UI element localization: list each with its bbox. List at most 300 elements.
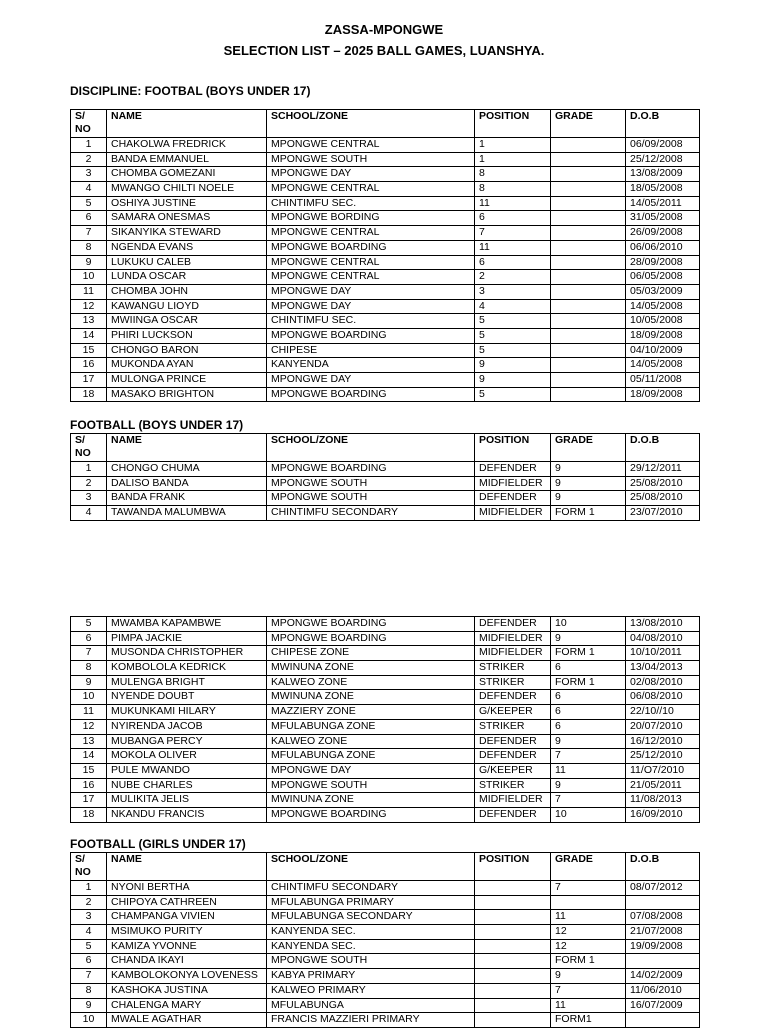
cell-name: MUBANGA PERCY xyxy=(107,734,267,749)
cell-dob: 25/08/2010 xyxy=(626,491,700,506)
table-row xyxy=(71,506,700,521)
cell-school: MWINUNA ZONE xyxy=(267,690,475,705)
cell-grade xyxy=(551,373,626,388)
cell-name: PHIRI LUCKSON xyxy=(107,328,267,343)
cell-school: MPONGWE BOARDING xyxy=(267,240,475,255)
cell-dob: 05/03/2009 xyxy=(626,284,700,299)
header-name: NAME xyxy=(107,853,267,881)
header-position: POSITION xyxy=(475,434,551,462)
cell-sno: 10 xyxy=(71,1013,107,1028)
cell-position: 3 xyxy=(475,284,551,299)
cell-name: NKANDU FRANCIS xyxy=(107,807,267,822)
cell-grade xyxy=(551,299,626,314)
cell-school: MPONGWE SOUTH xyxy=(267,152,475,167)
cell-school: KANYENDA SEC. xyxy=(267,939,475,954)
cell-school: MPONGWE BOARDING xyxy=(267,631,475,646)
cell-position: 5 xyxy=(475,343,551,358)
cell-grade: 11 xyxy=(551,910,626,925)
cell-sno: 4 xyxy=(71,506,107,521)
selection-table-girls xyxy=(70,852,700,1028)
header-school: SCHOOL/ZONE xyxy=(267,434,475,462)
cell-grade xyxy=(551,182,626,197)
header-name: NAME xyxy=(107,110,267,138)
cell-dob: 18/09/2008 xyxy=(626,328,700,343)
cell-name: BANDA EMMANUEL xyxy=(107,152,267,167)
cell-position: MIDFIELDER xyxy=(475,793,551,808)
cell-dob: 11/O7/2010 xyxy=(626,763,700,778)
cell-dob xyxy=(626,895,700,910)
cell-position: 11 xyxy=(475,196,551,211)
table-row xyxy=(71,705,700,720)
table-row xyxy=(71,182,700,197)
cell-dob: 06/05/2008 xyxy=(626,270,700,285)
cell-school: MPONGWE BOARDING xyxy=(267,807,475,822)
cell-sno: 17 xyxy=(71,373,107,388)
cell-sno: 3 xyxy=(71,910,107,925)
cell-name: MASAKO BRIGHTON xyxy=(107,387,267,402)
cell-position: 11 xyxy=(475,240,551,255)
cell-name: LUKUKU CALEB xyxy=(107,255,267,270)
table-row xyxy=(71,690,700,705)
table-row xyxy=(71,807,700,822)
cell-sno: 1 xyxy=(71,881,107,896)
document-subtitle: SELECTION LIST – 2025 BALL GAMES, LUANSHYA. xyxy=(223,43,545,58)
cell-dob: 05/11/2008 xyxy=(626,373,700,388)
cell-position xyxy=(475,954,551,969)
cell-position xyxy=(475,881,551,896)
cell-dob: 13/08/2010 xyxy=(626,617,700,632)
cell-position: DEFENDER xyxy=(475,749,551,764)
cell-grade: 10 xyxy=(551,807,626,822)
table-row xyxy=(71,617,700,632)
table-row xyxy=(71,373,700,388)
cell-position: 4 xyxy=(475,299,551,314)
cell-grade: 7 xyxy=(551,983,626,998)
section-heading-girls: FOOTBALL (GIRLS UNDER 17) xyxy=(70,837,246,851)
cell-sno: 1 xyxy=(71,138,107,153)
cell-position: 6 xyxy=(475,255,551,270)
table-row xyxy=(71,196,700,211)
cell-position xyxy=(475,998,551,1013)
cell-grade: 6 xyxy=(551,719,626,734)
table-row xyxy=(71,719,700,734)
cell-sno: 13 xyxy=(71,314,107,329)
cell-dob: 13/08/2009 xyxy=(626,167,700,182)
cell-school: MFULABUNGA ZONE xyxy=(267,749,475,764)
cell-grade: 12 xyxy=(551,925,626,940)
cell-name: MWAMBA KAPAMBWE xyxy=(107,617,267,632)
cell-name: KAMIZA YVONNE xyxy=(107,939,267,954)
cell-position: STRIKER xyxy=(475,675,551,690)
cell-sno: 3 xyxy=(71,491,107,506)
cell-position xyxy=(475,895,551,910)
cell-school: MFULABUNGA SECONDARY xyxy=(267,910,475,925)
cell-name: NYONI BERTHA xyxy=(107,881,267,896)
cell-name: SIKANYIKA STEWARD xyxy=(107,226,267,241)
cell-dob: 14/05/2008 xyxy=(626,299,700,314)
cell-sno: 7 xyxy=(71,226,107,241)
cell-school: KALWEO ZONE xyxy=(267,675,475,690)
table-row xyxy=(71,969,700,984)
cell-school: MPONGWE SOUTH xyxy=(267,476,475,491)
cell-grade: FORM1 xyxy=(551,1013,626,1028)
cell-dob: 06/09/2008 xyxy=(626,138,700,153)
cell-sno: 7 xyxy=(71,969,107,984)
cell-position: G/KEEPER xyxy=(475,763,551,778)
table-row xyxy=(71,910,700,925)
cell-grade xyxy=(551,895,626,910)
cell-name: NGENDA EVANS xyxy=(107,240,267,255)
cell-position xyxy=(475,910,551,925)
cell-position: 8 xyxy=(475,167,551,182)
cell-sno: 3 xyxy=(71,167,107,182)
cell-name: CHALENGA MARY xyxy=(107,998,267,1013)
cell-school: MPONGWE CENTRAL xyxy=(267,226,475,241)
cell-name: LUNDA OSCAR xyxy=(107,270,267,285)
cell-school: MFULABUNGA xyxy=(267,998,475,1013)
cell-position: G/KEEPER xyxy=(475,705,551,720)
cell-dob: 08/07/2012 xyxy=(626,881,700,896)
cell-name: NUBE CHARLES xyxy=(107,778,267,793)
cell-dob: 19/09/2008 xyxy=(626,939,700,954)
header-dob: D.O.B xyxy=(626,110,700,138)
cell-grade xyxy=(551,358,626,373)
table-row xyxy=(71,939,700,954)
cell-grade: 9 xyxy=(551,631,626,646)
cell-sno: 15 xyxy=(71,763,107,778)
cell-sno: 10 xyxy=(71,270,107,285)
cell-dob xyxy=(626,1013,700,1028)
cell-dob: 11/08/2013 xyxy=(626,793,700,808)
cell-dob xyxy=(626,954,700,969)
cell-grade: 9 xyxy=(551,778,626,793)
cell-grade xyxy=(551,138,626,153)
cell-sno: 5 xyxy=(71,939,107,954)
table-row xyxy=(71,270,700,285)
cell-name: MUKONDA AYAN xyxy=(107,358,267,373)
cell-school: KALWEO PRIMARY xyxy=(267,983,475,998)
table-row xyxy=(71,895,700,910)
cell-dob: 11/06/2010 xyxy=(626,983,700,998)
cell-sno: 11 xyxy=(71,705,107,720)
cell-name: MWANGO CHILTI NOELE xyxy=(107,182,267,197)
cell-position: 5 xyxy=(475,328,551,343)
cell-position: MIDFIELDER xyxy=(475,631,551,646)
table-row xyxy=(71,954,700,969)
cell-position xyxy=(475,969,551,984)
cell-position: 9 xyxy=(475,373,551,388)
cell-dob: 20/07/2010 xyxy=(626,719,700,734)
cell-sno: 10 xyxy=(71,690,107,705)
cell-grade xyxy=(551,226,626,241)
cell-position: DEFENDER xyxy=(475,617,551,632)
table-row xyxy=(71,358,700,373)
table-row xyxy=(71,255,700,270)
cell-sno: 14 xyxy=(71,749,107,764)
cell-sno: 2 xyxy=(71,895,107,910)
cell-position: 1 xyxy=(475,138,551,153)
table-row xyxy=(71,211,700,226)
table-row xyxy=(71,998,700,1013)
table-row xyxy=(71,925,700,940)
table-row xyxy=(71,881,700,896)
header-name: NAME xyxy=(107,434,267,462)
header-sno: S/ NO xyxy=(71,434,107,462)
cell-name: MWALE AGATHAR xyxy=(107,1013,267,1028)
cell-name: MULENGA BRIGHT xyxy=(107,675,267,690)
selection-table-boys-2 xyxy=(70,433,700,521)
header-grade: GRADE xyxy=(551,434,626,462)
cell-sno: 2 xyxy=(71,476,107,491)
table-row xyxy=(71,749,700,764)
cell-school: MPONGWE BOARDING xyxy=(267,328,475,343)
cell-dob: 31/05/2008 xyxy=(626,211,700,226)
cell-dob: 22/10//10 xyxy=(626,705,700,720)
cell-position: DEFENDER xyxy=(475,462,551,477)
cell-name: KAMBOLOKONYA LOVENESS xyxy=(107,969,267,984)
cell-sno: 4 xyxy=(71,182,107,197)
cell-sno: 8 xyxy=(71,240,107,255)
table-row xyxy=(71,152,700,167)
cell-grade xyxy=(551,343,626,358)
cell-school: KANYENDA SEC. xyxy=(267,925,475,940)
table-row xyxy=(71,328,700,343)
table-row xyxy=(71,387,700,402)
header-grade: GRADE xyxy=(551,853,626,881)
cell-grade: 7 xyxy=(551,749,626,764)
cell-sno: 5 xyxy=(71,617,107,632)
cell-school: MPONGWE CENTRAL xyxy=(267,255,475,270)
table-row xyxy=(71,314,700,329)
cell-sno: 6 xyxy=(71,631,107,646)
header-sno: S/ NO xyxy=(71,110,107,138)
cell-name: NYENDE DOUBT xyxy=(107,690,267,705)
cell-dob: 18/05/2008 xyxy=(626,182,700,197)
cell-grade: 9 xyxy=(551,491,626,506)
document-title: ZASSA-MPONGWE xyxy=(324,22,444,37)
cell-name: DALISO BANDA xyxy=(107,476,267,491)
cell-name: OSHIYA JUSTINE xyxy=(107,196,267,211)
table-row xyxy=(71,631,700,646)
cell-dob: 14/05/2008 xyxy=(626,358,700,373)
cell-name: CHONGO CHUMA xyxy=(107,462,267,477)
cell-school: MPONGWE SOUTH xyxy=(267,778,475,793)
cell-school: MFULABUNGA ZONE xyxy=(267,719,475,734)
cell-position: STRIKER xyxy=(475,661,551,676)
cell-grade xyxy=(551,314,626,329)
cell-grade xyxy=(551,167,626,182)
cell-sno: 2 xyxy=(71,152,107,167)
table-row xyxy=(71,299,700,314)
table-header-row xyxy=(71,110,700,138)
cell-dob: 02/08/2010 xyxy=(626,675,700,690)
cell-grade: 7 xyxy=(551,881,626,896)
header-grade: GRADE xyxy=(551,110,626,138)
header-position: POSITION xyxy=(475,110,551,138)
section-heading-boys: FOOTBALL (BOYS UNDER 17) xyxy=(70,418,244,432)
header-school: SCHOOL/ZONE xyxy=(267,110,475,138)
cell-school: MFULABUNGA PRIMARY xyxy=(267,895,475,910)
cell-school: MPONGWE BOARDING xyxy=(267,462,475,477)
cell-dob: 18/09/2008 xyxy=(626,387,700,402)
cell-grade xyxy=(551,211,626,226)
cell-sno: 8 xyxy=(71,661,107,676)
cell-dob: 16/09/2010 xyxy=(626,807,700,822)
cell-dob: 04/10/2009 xyxy=(626,343,700,358)
cell-sno: 12 xyxy=(71,299,107,314)
cell-grade: 7 xyxy=(551,793,626,808)
cell-school: MAZZIERY ZONE xyxy=(267,705,475,720)
cell-grade: FORM 1 xyxy=(551,506,626,521)
cell-school: KALWEO ZONE xyxy=(267,734,475,749)
cell-dob: 10/05/2008 xyxy=(626,314,700,329)
cell-grade: 11 xyxy=(551,998,626,1013)
cell-name: CHAKOLWA FREDRICK xyxy=(107,138,267,153)
cell-position: STRIKER xyxy=(475,778,551,793)
cell-grade: 6 xyxy=(551,705,626,720)
cell-dob: 07/08/2008 xyxy=(626,910,700,925)
cell-dob: 14/02/2009 xyxy=(626,969,700,984)
table-row xyxy=(71,167,700,182)
cell-sno: 9 xyxy=(71,675,107,690)
cell-sno: 14 xyxy=(71,328,107,343)
header-school: SCHOOL/ZONE xyxy=(267,853,475,881)
cell-position: DEFENDER xyxy=(475,690,551,705)
cell-name: NYIRENDA JACOB xyxy=(107,719,267,734)
header-dob: D.O.B xyxy=(626,434,700,462)
table-row xyxy=(71,240,700,255)
cell-name: KAWANGU LIOYD xyxy=(107,299,267,314)
table-row xyxy=(71,284,700,299)
cell-dob: 14/05/2011 xyxy=(626,196,700,211)
cell-name: CHIPOYA CATHREEN xyxy=(107,895,267,910)
cell-grade xyxy=(551,152,626,167)
cell-sno: 8 xyxy=(71,983,107,998)
table-row xyxy=(71,226,700,241)
cell-name: MULIKITA JELIS xyxy=(107,793,267,808)
cell-position: 1 xyxy=(475,152,551,167)
cell-sno: 9 xyxy=(71,255,107,270)
cell-school: MPONGWE CENTRAL xyxy=(267,182,475,197)
cell-name: CHOMBA GOMEZANI xyxy=(107,167,267,182)
cell-sno: 16 xyxy=(71,358,107,373)
cell-position: 6 xyxy=(475,211,551,226)
cell-dob: 25/12/2008 xyxy=(626,152,700,167)
cell-school: CHINTIMFU SEC. xyxy=(267,196,475,211)
cell-grade: FORM 1 xyxy=(551,954,626,969)
cell-name: CHONGO BARON xyxy=(107,343,267,358)
table-header-row xyxy=(71,853,700,881)
cell-grade: 6 xyxy=(551,661,626,676)
cell-school: MPONGWE BOARDING xyxy=(267,387,475,402)
cell-dob: 04/08/2010 xyxy=(626,631,700,646)
cell-name: MUSONDA CHRISTOPHER xyxy=(107,646,267,661)
cell-grade xyxy=(551,196,626,211)
cell-grade: FORM 1 xyxy=(551,675,626,690)
cell-sno: 13 xyxy=(71,734,107,749)
cell-school: MPONGWE SOUTH xyxy=(267,491,475,506)
cell-school: MPONGWE DAY xyxy=(267,373,475,388)
cell-position: DEFENDER xyxy=(475,734,551,749)
table-row xyxy=(71,793,700,808)
cell-grade: 12 xyxy=(551,939,626,954)
cell-school: KANYENDA xyxy=(267,358,475,373)
cell-school: MPONGWE DAY xyxy=(267,167,475,182)
table-row xyxy=(71,476,700,491)
cell-name: MWIINGA OSCAR xyxy=(107,314,267,329)
table-row xyxy=(71,763,700,778)
cell-grade: 9 xyxy=(551,969,626,984)
cell-grade: 9 xyxy=(551,734,626,749)
cell-sno: 9 xyxy=(71,998,107,1013)
header-position: POSITION xyxy=(475,853,551,881)
table-row xyxy=(71,778,700,793)
cell-grade xyxy=(551,387,626,402)
cell-school: CHINTIMFU SECONDARY xyxy=(267,881,475,896)
cell-school: MPONGWE CENTRAL xyxy=(267,270,475,285)
cell-school: CHINTIMFU SECONDARY xyxy=(267,506,475,521)
cell-school: MPONGWE DAY xyxy=(267,299,475,314)
cell-school: MPONGWE BORDING xyxy=(267,211,475,226)
cell-grade xyxy=(551,240,626,255)
cell-position: STRIKER xyxy=(475,719,551,734)
cell-sno: 12 xyxy=(71,719,107,734)
cell-dob: 13/04/2013 xyxy=(626,661,700,676)
cell-school: MWINUNA ZONE xyxy=(267,661,475,676)
cell-position: 2 xyxy=(475,270,551,285)
cell-sno: 18 xyxy=(71,807,107,822)
cell-position xyxy=(475,939,551,954)
cell-school: CHIPESE ZONE xyxy=(267,646,475,661)
cell-dob: 21/05/2011 xyxy=(626,778,700,793)
cell-school: FRANCIS MAZZIERI PRIMARY xyxy=(267,1013,475,1028)
cell-dob: 06/08/2010 xyxy=(626,690,700,705)
cell-sno: 15 xyxy=(71,343,107,358)
cell-sno: 1 xyxy=(71,462,107,477)
cell-school: MPONGWE BOARDING xyxy=(267,617,475,632)
cell-dob: 21/07/2008 xyxy=(626,925,700,940)
cell-dob: 16/07/2009 xyxy=(626,998,700,1013)
cell-school: MPONGWE CENTRAL xyxy=(267,138,475,153)
cell-school: MPONGWE DAY xyxy=(267,763,475,778)
cell-sno: 7 xyxy=(71,646,107,661)
cell-school: CHIPESE xyxy=(267,343,475,358)
cell-school: CHINTIMFU SEC. xyxy=(267,314,475,329)
table-row xyxy=(71,661,700,676)
cell-school: MPONGWE DAY xyxy=(267,284,475,299)
cell-sno: 4 xyxy=(71,925,107,940)
cell-school: MPONGWE SOUTH xyxy=(267,954,475,969)
cell-grade xyxy=(551,270,626,285)
cell-position xyxy=(475,925,551,940)
cell-sno: 6 xyxy=(71,211,107,226)
cell-name: SAMARA ONESMAS xyxy=(107,211,267,226)
cell-sno: 16 xyxy=(71,778,107,793)
cell-dob: 16/12/2010 xyxy=(626,734,700,749)
selection-table-boys-1 xyxy=(70,109,700,402)
cell-name: CHOMBA JOHN xyxy=(107,284,267,299)
header-dob: D.O.B xyxy=(626,853,700,881)
cell-position: 5 xyxy=(475,314,551,329)
cell-school: MWINUNA ZONE xyxy=(267,793,475,808)
table-row xyxy=(71,734,700,749)
cell-position: DEFENDER xyxy=(475,491,551,506)
table-row xyxy=(71,138,700,153)
cell-name: KASHOKA JUSTINA xyxy=(107,983,267,998)
table-header-row xyxy=(71,434,700,462)
cell-dob: 29/12/2011 xyxy=(626,462,700,477)
table-row xyxy=(71,646,700,661)
